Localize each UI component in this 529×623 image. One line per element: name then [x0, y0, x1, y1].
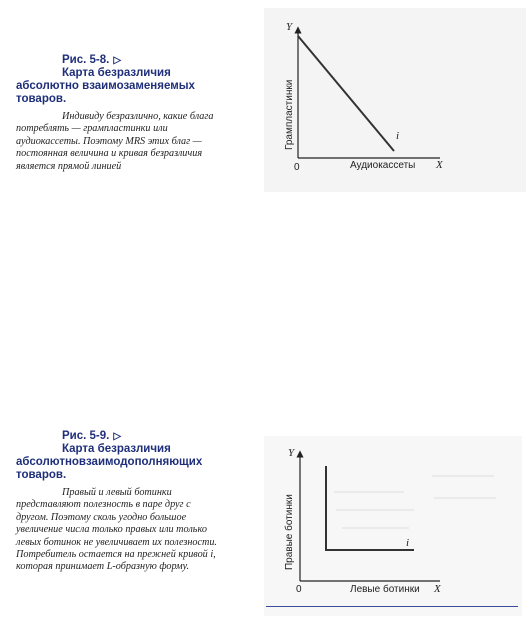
play-arrow-icon: ▷	[113, 55, 122, 66]
figure-5-9-caption	[16, 430, 221, 574]
origin-label: 0	[294, 162, 300, 173]
figure-5-8-number: Рис. 5-8.	[62, 54, 110, 66]
curve-label: i	[406, 537, 410, 549]
figure-5-9-chart	[264, 436, 522, 616]
figure-5-9-title-line-2: абсолютновзаимодополняющих	[16, 456, 203, 468]
figure-5-9-title-line-3: товаров.	[16, 469, 67, 481]
y-axis-letter: Y	[286, 21, 293, 33]
figure-5-8-title-line-3: товаров.	[16, 93, 67, 105]
figure-5-9-number: Рис. 5-9.	[62, 430, 110, 442]
figure-5-8-caption	[16, 54, 221, 173]
l-shaped-indifference-curve	[326, 466, 414, 550]
x-axis-letter: X	[436, 159, 443, 171]
figure-5-9-title-line-1: Карта безразличия	[62, 443, 171, 455]
play-arrow-icon: ▷	[113, 431, 122, 442]
origin-label: 0	[296, 584, 302, 595]
figure-5-8-body: Индивиду безразлично, какие блага потреблять — грампластинки или аудиокассеты. Поэтому MRS этих благ — постоянная величина и кривая безразличия является прямой линией	[16, 111, 214, 172]
figure-5-8-chart	[264, 8, 526, 192]
bleed-through-marks	[334, 476, 496, 528]
y-axis-label: Правые ботинки	[284, 494, 295, 570]
x-axis-label: Аудиокассеты	[350, 160, 416, 171]
figure-5-9-title	[16, 430, 221, 482]
figure-5-8-title	[16, 54, 221, 106]
curve-label: i	[396, 130, 400, 142]
bottom-rule	[266, 606, 518, 607]
indifference-line	[298, 36, 394, 151]
figure-5-8-title-line-2: абсолютно взаимозаменяемых	[16, 80, 195, 92]
figure-5-8-title-line-1: Карта безразличия	[62, 67, 171, 79]
figure-5-9-body: Правый и левый ботинки представляют полезность в паре друг с другом. Поэтому сколь угодно большое увеличение числа только правых или только левых ботинок не увеличивает их полезности. Потребитель остается на прежней кривой i, которая принимает L-образную форму.	[16, 487, 217, 573]
y-axis-label: Грампластинки	[284, 79, 295, 150]
x-axis-label: Левые ботинки	[350, 584, 420, 595]
x-axis-letter: X	[434, 583, 441, 595]
y-axis-letter: Y	[288, 447, 295, 459]
